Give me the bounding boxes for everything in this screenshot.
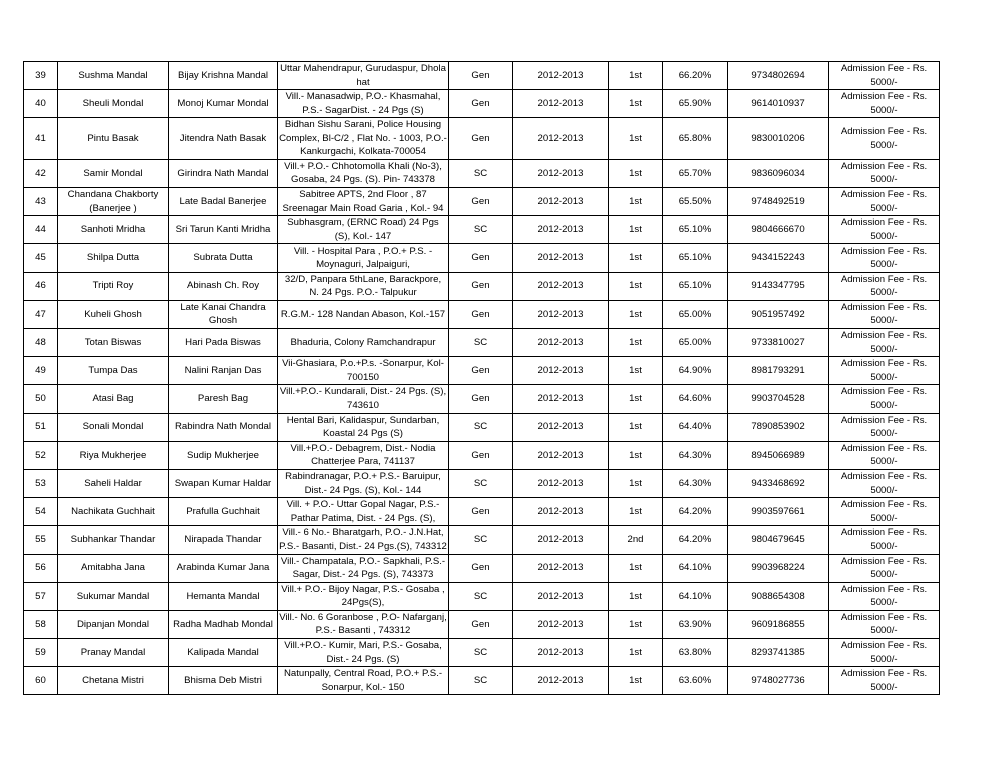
student-name-cell: Sukumar Mandal bbox=[58, 582, 169, 610]
serial-number-cell: 53 bbox=[24, 469, 58, 497]
guardian-name-cell: Arabinda Kumar Jana bbox=[169, 554, 278, 582]
student-name-cell: Totan Biswas bbox=[58, 329, 169, 357]
table-row bbox=[24, 159, 940, 187]
division-cell: 1st bbox=[609, 272, 663, 300]
phone-cell: 9051957492 bbox=[728, 300, 829, 328]
table-row bbox=[24, 413, 940, 441]
session-cell: 2012-2013 bbox=[513, 610, 609, 638]
percentage-cell: 65.50% bbox=[663, 188, 728, 216]
table-row bbox=[24, 300, 940, 328]
table-row bbox=[24, 244, 940, 272]
table-row bbox=[24, 498, 940, 526]
division-cell: 1st bbox=[609, 62, 663, 90]
address-cell: Vill.+P.O.- Debagrem, Dist.- Nodia Chatterjee Para, 741137 bbox=[278, 441, 449, 469]
session-cell: 2012-2013 bbox=[513, 526, 609, 554]
serial-number-cell: 49 bbox=[24, 357, 58, 385]
serial-number-cell: 58 bbox=[24, 610, 58, 638]
table-row bbox=[24, 667, 940, 695]
student-name-cell: Tripti Roy bbox=[58, 272, 169, 300]
guardian-name-cell: Paresh Bag bbox=[169, 385, 278, 413]
serial-number-cell: 47 bbox=[24, 300, 58, 328]
division-cell: 1st bbox=[609, 441, 663, 469]
table-row bbox=[24, 329, 940, 357]
session-cell: 2012-2013 bbox=[513, 118, 609, 160]
student-name-cell: Shilpa Dutta bbox=[58, 244, 169, 272]
fee-cell: Admission Fee - Rs. 5000/- bbox=[829, 639, 940, 667]
guardian-name-cell: Bhisma Deb Mistri bbox=[169, 667, 278, 695]
division-cell: 1st bbox=[609, 329, 663, 357]
category-cell: SC bbox=[449, 216, 513, 244]
percentage-cell: 66.20% bbox=[663, 62, 728, 90]
category-cell: Gen bbox=[449, 385, 513, 413]
phone-cell: 9804679645 bbox=[728, 526, 829, 554]
category-cell: SC bbox=[449, 639, 513, 667]
table-row bbox=[24, 188, 940, 216]
serial-number-cell: 45 bbox=[24, 244, 58, 272]
session-cell: 2012-2013 bbox=[513, 62, 609, 90]
fee-cell: Admission Fee - Rs. 5000/- bbox=[829, 62, 940, 90]
table-row bbox=[24, 469, 940, 497]
phone-cell: 9609186855 bbox=[728, 610, 829, 638]
guardian-name-cell: Swapan Kumar Haldar bbox=[169, 469, 278, 497]
address-cell: Subhasgram, (ERNC Road) 24 Pgs (S), Kol.- 147 bbox=[278, 216, 449, 244]
percentage-cell: 63.90% bbox=[663, 610, 728, 638]
address-cell: Bidhan Sishu Sarani, Police Housing Complex, Bl-C/2 , Flat No. - 1003, P.O.- Kankurgachi, Kolkata-700054 bbox=[279, 119, 447, 158]
division-cell: 1st bbox=[609, 498, 663, 526]
student-name-cell: Nachikata Guchhait bbox=[58, 498, 169, 526]
phone-cell: 8293741385 bbox=[728, 639, 829, 667]
fee-cell: Admission Fee - Rs. 5000/- bbox=[829, 610, 940, 638]
serial-number-cell: 50 bbox=[24, 385, 58, 413]
serial-number-cell: 43 bbox=[24, 188, 58, 216]
student-list-table bbox=[23, 61, 940, 695]
percentage-cell: 65.90% bbox=[663, 90, 728, 118]
table-row bbox=[24, 610, 940, 638]
fee-cell: Admission Fee - Rs. 5000/- bbox=[829, 216, 940, 244]
division-cell: 2nd bbox=[609, 526, 663, 554]
category-cell: SC bbox=[449, 526, 513, 554]
fee-cell: Admission Fee - Rs. 5000/- bbox=[829, 159, 940, 187]
student-name-cell: Subhankar Thandar bbox=[58, 526, 169, 554]
percentage-cell: 64.90% bbox=[663, 357, 728, 385]
session-cell: 2012-2013 bbox=[513, 554, 609, 582]
serial-number-cell: 51 bbox=[24, 413, 58, 441]
division-cell: 1st bbox=[609, 244, 663, 272]
category-cell: Gen bbox=[449, 498, 513, 526]
session-cell: 2012-2013 bbox=[513, 90, 609, 118]
table-row bbox=[24, 62, 940, 90]
address-cell: Vill.+P.O.- Kumir, Mari, P.S.- Gosaba, Dist.- 24 Pgs. (S) bbox=[278, 639, 449, 667]
serial-number-cell: 44 bbox=[24, 216, 58, 244]
fee-cell: Admission Fee - Rs. 5000/- bbox=[829, 272, 940, 300]
category-cell: SC bbox=[449, 413, 513, 441]
division-cell: 1st bbox=[609, 90, 663, 118]
phone-cell: 9804666670 bbox=[728, 216, 829, 244]
percentage-cell: 64.30% bbox=[663, 441, 728, 469]
serial-number-cell: 42 bbox=[24, 159, 58, 187]
fee-cell: Admission Fee - Rs. 5000/- bbox=[829, 90, 940, 118]
division-cell: 1st bbox=[609, 118, 663, 160]
table-row bbox=[24, 582, 940, 610]
student-name-cell: Dipanjan Mondal bbox=[58, 610, 169, 638]
table-row bbox=[24, 526, 940, 554]
session-cell: 2012-2013 bbox=[513, 329, 609, 357]
student-name-cell: Tumpa Das bbox=[58, 357, 169, 385]
table-row bbox=[24, 90, 940, 118]
serial-number-cell: 46 bbox=[24, 272, 58, 300]
session-cell: 2012-2013 bbox=[513, 667, 609, 695]
address-cell: Vill.- No. 6 Goranbose , P.O- Nafarganj, P.S.- Basanti , 743312 bbox=[278, 610, 449, 638]
guardian-name-cell: Kalipada Mandal bbox=[169, 639, 278, 667]
division-cell: 1st bbox=[609, 413, 663, 441]
student-name-cell: Pintu Basak bbox=[58, 118, 169, 160]
fee-cell: Admission Fee - Rs. 5000/- bbox=[829, 244, 940, 272]
phone-cell: 8981793291 bbox=[728, 357, 829, 385]
session-cell: 2012-2013 bbox=[513, 469, 609, 497]
address-cell: Rabindranagar, P.O.+ P.S.- Baruipur, Dist.- 24 Pgs. (S), Kol.- 144 bbox=[278, 469, 449, 497]
address-cell: Sabitree APTS, 2nd Floor , 87 Sreenagar Main Road Garia , Kol.- 94 bbox=[278, 188, 449, 216]
category-cell: Gen bbox=[449, 357, 513, 385]
session-cell: 2012-2013 bbox=[513, 357, 609, 385]
category-cell: SC bbox=[449, 469, 513, 497]
fee-cell: Admission Fee - Rs. 5000/- bbox=[829, 118, 940, 160]
category-cell: Gen bbox=[449, 118, 513, 160]
phone-cell: 9903704528 bbox=[728, 385, 829, 413]
guardian-name-cell: Prafulla Guchhait bbox=[169, 498, 278, 526]
fee-cell: Admission Fee - Rs. 5000/- bbox=[829, 441, 940, 469]
serial-number-cell: 48 bbox=[24, 329, 58, 357]
guardian-name-cell: Nalini Ranjan Das bbox=[169, 357, 278, 385]
division-cell: 1st bbox=[609, 469, 663, 497]
phone-cell: 9903968224 bbox=[728, 554, 829, 582]
table-row bbox=[24, 272, 940, 300]
session-cell: 2012-2013 bbox=[513, 413, 609, 441]
fee-cell: Admission Fee - Rs. 5000/- bbox=[829, 667, 940, 695]
division-cell: 1st bbox=[609, 582, 663, 610]
session-cell: 2012-2013 bbox=[513, 441, 609, 469]
category-cell: Gen bbox=[449, 90, 513, 118]
student-name-cell: Chetana Mistri bbox=[58, 667, 169, 695]
student-name-cell: Atasi Bag bbox=[58, 385, 169, 413]
student-name-cell: Amitabha Jana bbox=[58, 554, 169, 582]
address-cell: Hental Bari, Kalidaspur, Sundarban, Koastal 24 Pgs (S) bbox=[278, 413, 449, 441]
division-cell: 1st bbox=[609, 357, 663, 385]
fee-cell: Admission Fee - Rs. 5000/- bbox=[829, 357, 940, 385]
student-name-cell: Sanhoti Mridha bbox=[58, 216, 169, 244]
guardian-name-cell: Bijay Krishna Mandal bbox=[169, 62, 278, 90]
fee-cell: Admission Fee - Rs. 5000/- bbox=[829, 526, 940, 554]
student-name-cell: Saheli Haldar bbox=[58, 469, 169, 497]
table-row bbox=[24, 118, 940, 160]
category-cell: Gen bbox=[449, 441, 513, 469]
percentage-cell: 64.60% bbox=[663, 385, 728, 413]
session-cell: 2012-2013 bbox=[513, 244, 609, 272]
guardian-name-cell: Late Kanai Chandra Ghosh bbox=[169, 300, 278, 328]
table-row bbox=[24, 639, 940, 667]
category-cell: SC bbox=[449, 329, 513, 357]
division-cell: 1st bbox=[609, 610, 663, 638]
percentage-cell: 64.10% bbox=[663, 554, 728, 582]
session-cell: 2012-2013 bbox=[513, 639, 609, 667]
percentage-cell: 63.60% bbox=[663, 667, 728, 695]
category-cell: Gen bbox=[449, 300, 513, 328]
percentage-cell: 64.30% bbox=[663, 469, 728, 497]
percentage-cell: 64.40% bbox=[663, 413, 728, 441]
student-name-cell: Sushma Mandal bbox=[58, 62, 169, 90]
serial-number-cell: 40 bbox=[24, 90, 58, 118]
fee-cell: Admission Fee - Rs. 5000/- bbox=[829, 554, 940, 582]
division-cell: 1st bbox=[609, 639, 663, 667]
student-name-cell: Samir Mondal bbox=[58, 159, 169, 187]
session-cell: 2012-2013 bbox=[513, 272, 609, 300]
address-cell: Vill.+ P.O.- Chhotomolla Khali (No-3), Gosaba, 24 Pgs. (S). Pin- 743378 bbox=[278, 159, 449, 187]
phone-cell: 9734802694 bbox=[728, 62, 829, 90]
serial-number-cell: 60 bbox=[24, 667, 58, 695]
division-cell: 1st bbox=[609, 159, 663, 187]
guardian-name-cell: Late Badal Banerjee bbox=[169, 188, 278, 216]
address-cell: Vill.- 6 No.- Bharatgarh, P.O.- J.N.Hat, P.S.- Basanti, Dist.- 24 Pgs.(S), 743312 bbox=[278, 526, 449, 554]
guardian-name-cell: Hemanta Mandal bbox=[169, 582, 278, 610]
serial-number-cell: 59 bbox=[24, 639, 58, 667]
fee-cell: Admission Fee - Rs. 5000/- bbox=[829, 498, 940, 526]
phone-cell: 9143347795 bbox=[728, 272, 829, 300]
address-cell: Vill. + P.O.- Uttar Gopal Nagar, P.S.- Pathar Patima, Dist. - 24 Pgs. (S), bbox=[278, 498, 449, 526]
percentage-cell: 65.10% bbox=[663, 272, 728, 300]
category-cell: Gen bbox=[449, 188, 513, 216]
guardian-name-cell: Nirapada Thandar bbox=[169, 526, 278, 554]
student-name-cell: Pranay Mandal bbox=[58, 639, 169, 667]
division-cell: 1st bbox=[609, 188, 663, 216]
guardian-name-cell: Abinash Ch. Roy bbox=[169, 272, 278, 300]
phone-cell: 7890853902 bbox=[728, 413, 829, 441]
percentage-cell: 65.00% bbox=[663, 300, 728, 328]
percentage-cell: 65.70% bbox=[663, 159, 728, 187]
session-cell: 2012-2013 bbox=[513, 582, 609, 610]
division-cell: 1st bbox=[609, 300, 663, 328]
phone-cell: 9434152243 bbox=[728, 244, 829, 272]
category-cell: Gen bbox=[449, 62, 513, 90]
guardian-name-cell: Sri Tarun Kanti Mridha bbox=[169, 216, 278, 244]
fee-cell: Admission Fee - Rs. 5000/- bbox=[829, 469, 940, 497]
table-body bbox=[24, 62, 940, 695]
serial-number-cell: 52 bbox=[24, 441, 58, 469]
category-cell: Gen bbox=[449, 554, 513, 582]
address-cell: Vill.- Manasadwip, P.O.- Khasmahal, P.S.- SagarDist. - 24 Pgs (S) bbox=[278, 90, 449, 118]
serial-number-cell: 39 bbox=[24, 62, 58, 90]
table-row bbox=[24, 385, 940, 413]
percentage-cell: 63.80% bbox=[663, 639, 728, 667]
category-cell: Gen bbox=[449, 610, 513, 638]
fee-cell: Admission Fee - Rs. 5000/- bbox=[829, 413, 940, 441]
fee-cell: Admission Fee - Rs. 5000/- bbox=[829, 300, 940, 328]
address-cell: Natunpally, Central Road, P.O.+ P.S.- Sonarpur, Kol.- 150 bbox=[278, 667, 449, 695]
category-cell: SC bbox=[449, 667, 513, 695]
percentage-cell: 64.20% bbox=[663, 498, 728, 526]
serial-number-cell: 57 bbox=[24, 582, 58, 610]
table-row bbox=[24, 357, 940, 385]
phone-cell: 9733810027 bbox=[728, 329, 829, 357]
table-row bbox=[24, 441, 940, 469]
address-cell: Bhaduria, Colony Ramchandrapur bbox=[278, 329, 449, 357]
fee-cell: Admission Fee - Rs. 5000/- bbox=[829, 385, 940, 413]
student-name-cell: Kuheli Ghosh bbox=[58, 300, 169, 328]
fee-cell: Admission Fee - Rs. 5000/- bbox=[829, 329, 940, 357]
student-name-cell: Sonali Mondal bbox=[58, 413, 169, 441]
fee-cell: Admission Fee - Rs. 5000/- bbox=[829, 582, 940, 610]
session-cell: 2012-2013 bbox=[513, 385, 609, 413]
guardian-name-cell: Girindra Nath Mandal bbox=[169, 159, 278, 187]
division-cell: 1st bbox=[609, 667, 663, 695]
fee-cell: Admission Fee - Rs. 5000/- bbox=[829, 188, 940, 216]
phone-cell: 9614010937 bbox=[728, 90, 829, 118]
percentage-cell: 65.10% bbox=[663, 216, 728, 244]
session-cell: 2012-2013 bbox=[513, 188, 609, 216]
category-cell: SC bbox=[449, 159, 513, 187]
session-cell: 2012-2013 bbox=[513, 216, 609, 244]
category-cell: SC bbox=[449, 582, 513, 610]
percentage-cell: 65.10% bbox=[663, 244, 728, 272]
address-cell: Vii-Ghasiara, P.o.+P.s. -Sonarpur, Kol-700150 bbox=[278, 357, 449, 385]
percentage-cell: 65.80% bbox=[663, 118, 728, 160]
serial-number-cell: 56 bbox=[24, 554, 58, 582]
session-cell: 2012-2013 bbox=[513, 300, 609, 328]
guardian-name-cell: Rabindra Nath Mondal bbox=[169, 413, 278, 441]
division-cell: 1st bbox=[609, 554, 663, 582]
address-cell: Vill.+P.O.- Kundarali, Dist.- 24 Pgs. (S), 743610 bbox=[278, 385, 449, 413]
session-cell: 2012-2013 bbox=[513, 159, 609, 187]
phone-cell: 9748492519 bbox=[728, 188, 829, 216]
address-cell: Uttar Mahendrapur, Gurudaspur, Dhola hat bbox=[278, 62, 449, 90]
phone-cell: 9748027736 bbox=[728, 667, 829, 695]
address-cell: Vill. - Hospital Para , P.O.+ P.S. - Moynaguri, Jalpaiguri, bbox=[278, 244, 449, 272]
phone-cell: 8945066989 bbox=[728, 441, 829, 469]
phone-cell: 9836096034 bbox=[728, 159, 829, 187]
percentage-cell: 65.00% bbox=[663, 329, 728, 357]
session-cell: 2012-2013 bbox=[513, 498, 609, 526]
student-name-cell: Chandana Chakborty (Banerjee ) bbox=[58, 188, 169, 216]
address-cell: R.G.M.- 128 Nandan Abason, Kol.-157 bbox=[278, 300, 449, 328]
address-cell: 32/D, Panpara 5thLane, Barackpore, N. 24 Pgs. P.O.- Talpukur bbox=[278, 272, 449, 300]
guardian-name-cell: Hari Pada Biswas bbox=[169, 329, 278, 357]
division-cell: 1st bbox=[609, 216, 663, 244]
phone-cell: 9830010206 bbox=[728, 118, 829, 160]
student-name-cell: Sheuli Mondal bbox=[58, 90, 169, 118]
category-cell: Gen bbox=[449, 244, 513, 272]
serial-number-cell: 41 bbox=[24, 118, 58, 160]
table-row bbox=[24, 216, 940, 244]
division-cell: 1st bbox=[609, 385, 663, 413]
phone-cell: 9433468692 bbox=[728, 469, 829, 497]
serial-number-cell: 54 bbox=[24, 498, 58, 526]
table-row bbox=[24, 554, 940, 582]
guardian-name-cell: Monoj Kumar Mondal bbox=[169, 90, 278, 118]
student-name-cell: Riya Mukherjee bbox=[58, 441, 169, 469]
percentage-cell: 64.10% bbox=[663, 582, 728, 610]
address-cell: Vill.- Champatala, P.O.- Sapkhali, P.S.- Sagar, Dist.- 24 Pgs. (S), 743373 bbox=[278, 554, 449, 582]
phone-cell: 9088654308 bbox=[728, 582, 829, 610]
category-cell: Gen bbox=[449, 272, 513, 300]
address-cell: Vill.+ P.O.- Bijoy Nagar, P.S.- Gosaba , 24Pgs(S), bbox=[278, 582, 449, 610]
percentage-cell: 64.20% bbox=[663, 526, 728, 554]
guardian-name-cell: Radha Madhab Mondal bbox=[169, 610, 278, 638]
guardian-name-cell: Sudip Mukherjee bbox=[169, 441, 278, 469]
serial-number-cell: 55 bbox=[24, 526, 58, 554]
guardian-name-cell: Subrata Dutta bbox=[169, 244, 278, 272]
phone-cell: 9903597661 bbox=[728, 498, 829, 526]
guardian-name-cell: Jitendra Nath Basak bbox=[169, 118, 278, 160]
